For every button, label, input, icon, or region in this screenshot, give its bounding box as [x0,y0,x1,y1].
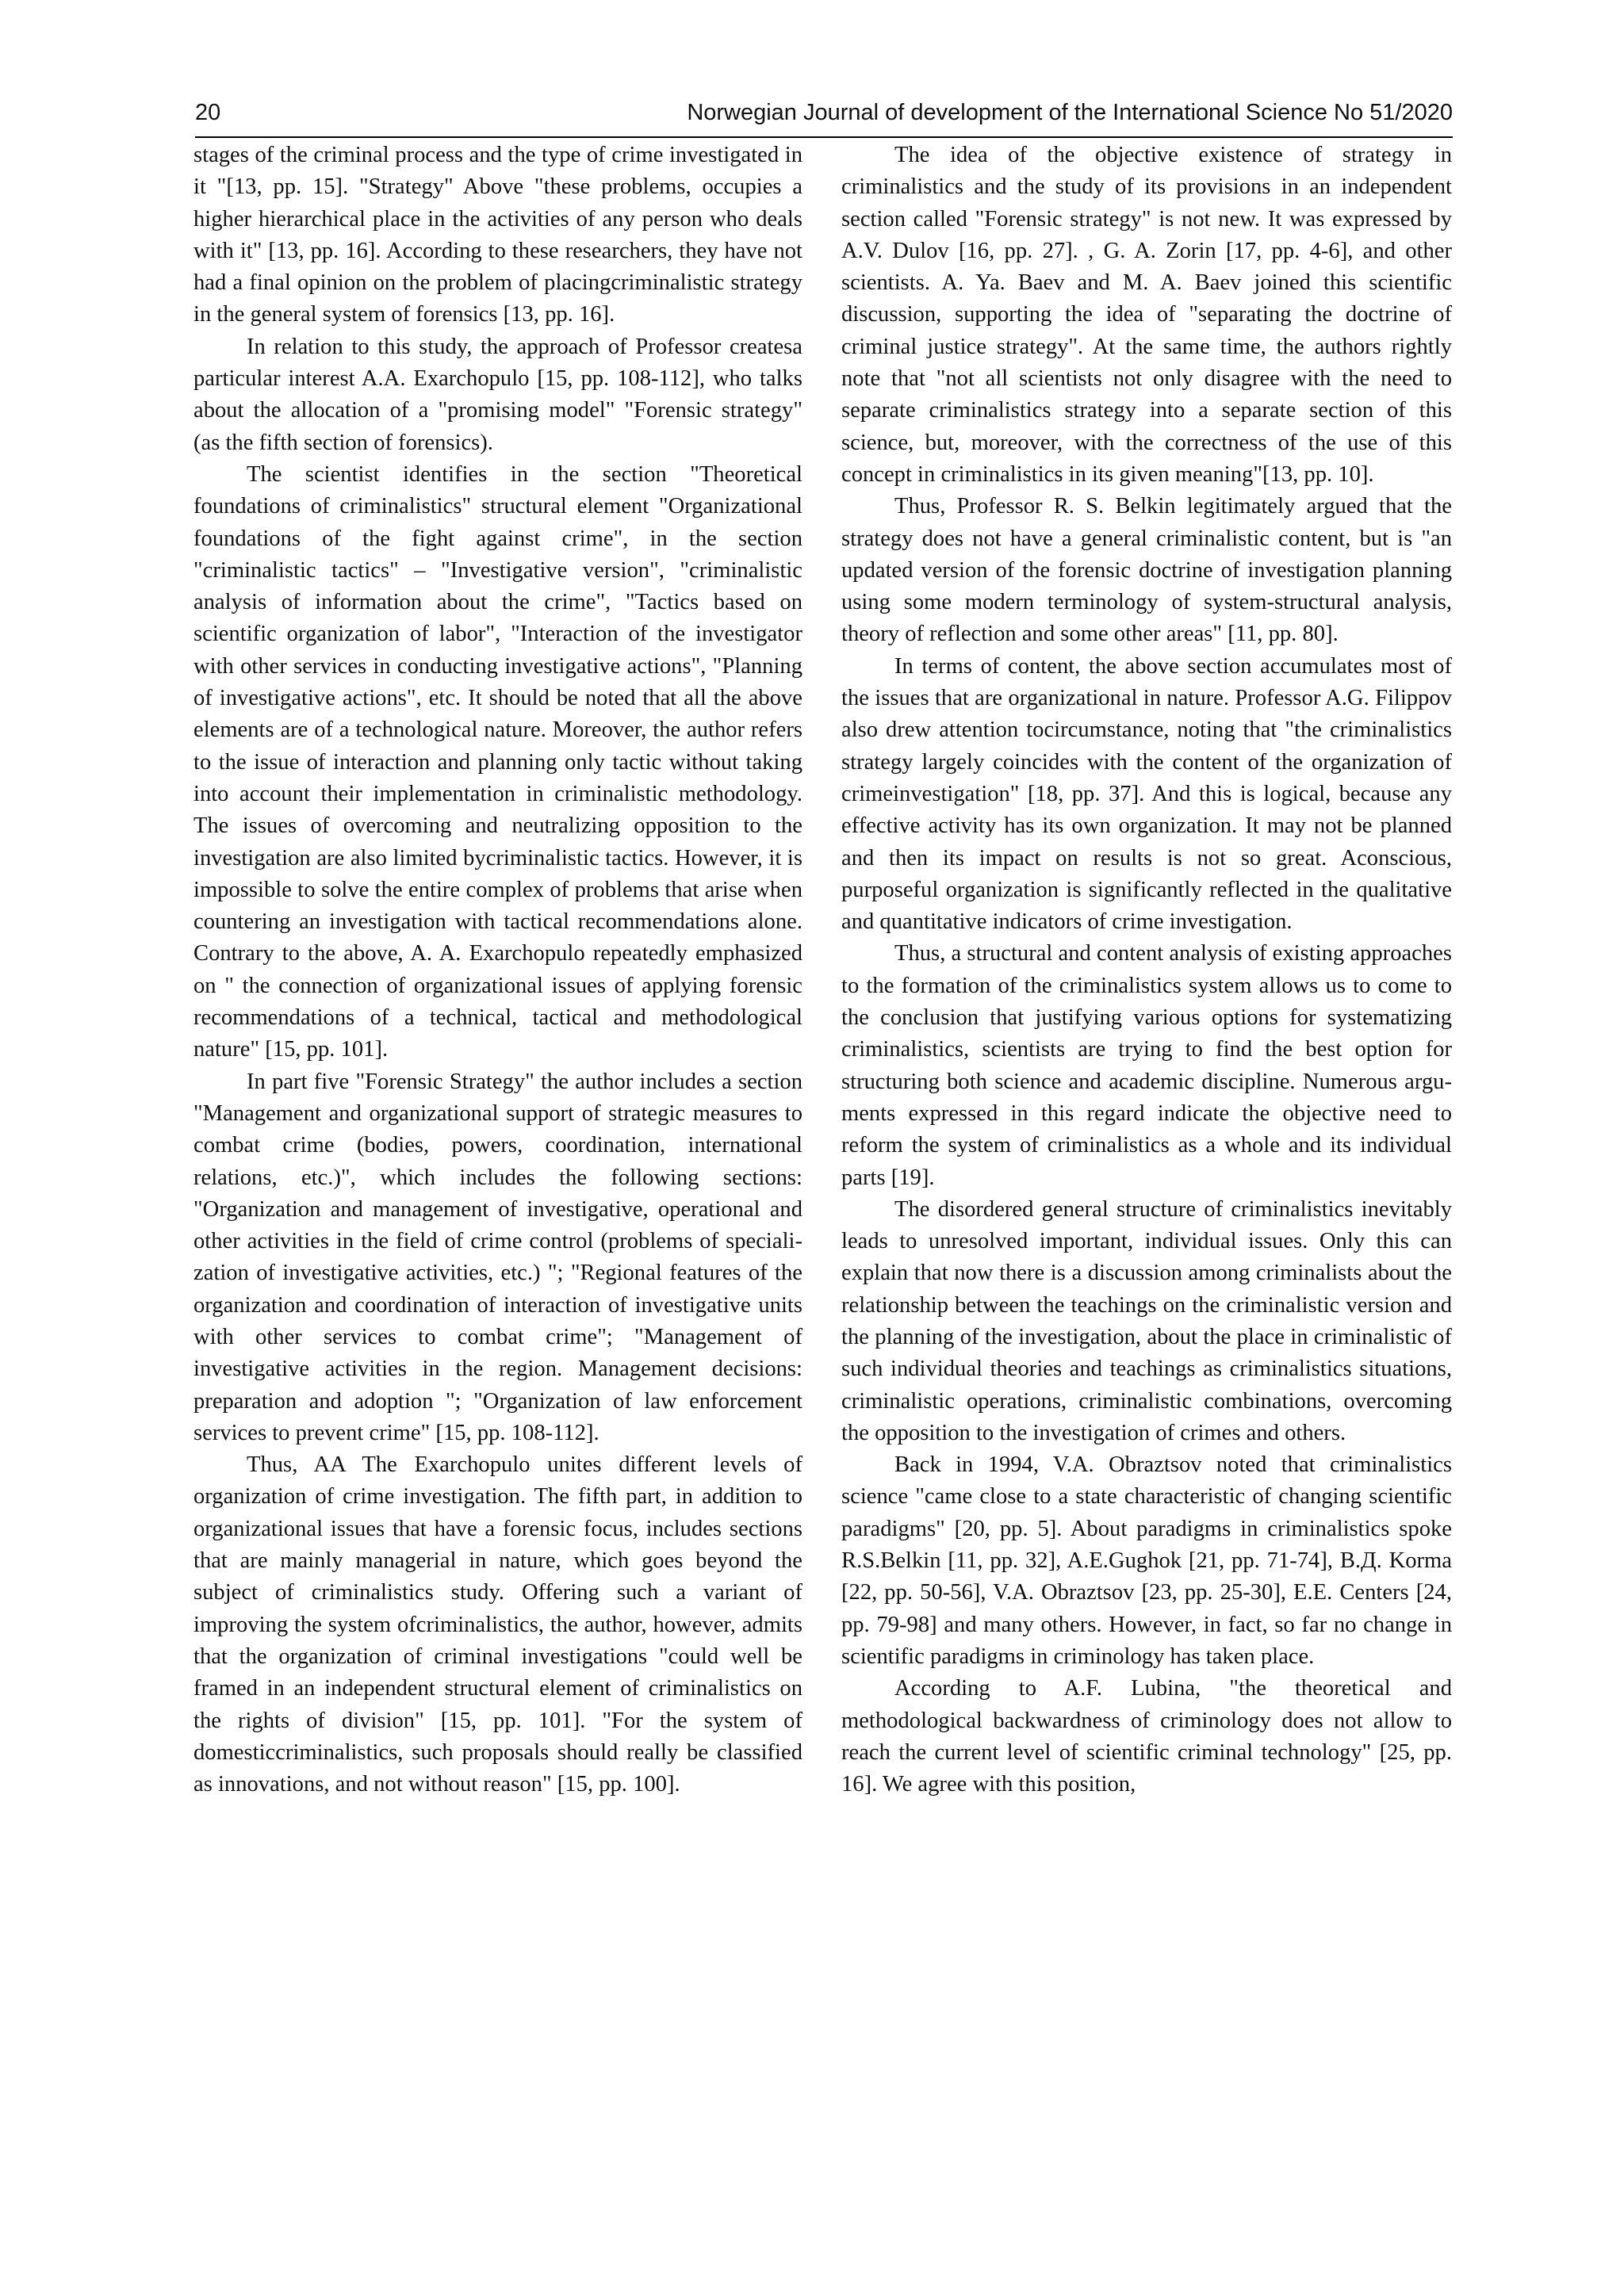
paragraph: In relation to this study, the approach of Professor createsa particular interest A.A. Exarchopulo [15, pp. 108-112], who talks about the allocation of a "promising model" "Forensic strategy" (as the fifth section of forensics). [193,334,802,455]
paragraph: The idea of the objective existence of strategy in criminalistics and the study of its provisions in an independent section called "Forensic strategy" is not new. It was expressed by A.V. Dulov [16, pp. 27]. , G. A. Zorin [17, pp. 4-6], and other scientists. A. Ya. Baev and M. A. Baev joined this scientific discussion, supporting the idea of "separating the doctrine of criminal justice strategy". At the same time, the authors rightly note that "not all scientists not only disagree with the need to separate criminalistics strategy into a separate section of this science, but, moreover, with the correctness of the use of this concept in criminalistics in its given meaning"[13, pp. 10]. [841,143,1452,487]
paragraph: stages of the criminal process and the type of crime investigated in it "[13, pp. 15]. "Strategy" Above "these problems, occupies a higher hierarchical place in the activities of any person who deals with it" [13, pp. 16]. According to these researchers, they have not had a final opinion on the problem of placingcriminalistic strategy in the general system of forensics [13, pp. 16]. [193,143,802,327]
paragraph: In part five "Forensic Strategy" the author includes a section "Management and organizational support of strategic measures to combat crime (bodies, powers, coordination, international relations, etc.)", which includes the following sections: "Organization and management of investigative, operational and other activities in the field of crime control (problems of specialization of investigative activities, etc.) "; "Regional features of the organization and coordination of interaction of investigative units with other services to combat crime"; "Management of investigative activities in the region. Management decisions: preparation and adoption "; "Organization of law enforcement services to prevent crime" [15, pp. 108-112]. [193,1069,802,1445]
running-header [195,97,1453,138]
paragraph: Back in 1994, V.A. Obraztsov noted that criminalistics science "came close to a state characteristic of changing scientific paradigms" [20, pp. 5]. About paradigms in criminalistics spoke R.S.Belkin [11, pp. 32], A.E.Gughok [21, pp. 71-74], В.Д. Korma [22, pp. 50-56], V.A. Obraztsov [23, pp. 25-30], E.E. Centers [24, pp. 79-98] and many others. However, in fact, so far no change in scientific paradigms in criminology has taken place. [841,1452,1452,1669]
page-number: 20 [195,100,221,125]
journal-title: Norwegian Journal of development of the International Science No 51/2020 [687,100,1453,125]
paragraph: The scientist identifies in the section "Theoretical foundations of criminalistics" structural element "Organizational foundations of the fight against crime", in the section "criminalistic tactics" – "Investigative version", "criminalistic analysis of information about the crime", "Tactics based on scientific organization of labor", "Interaction of the investigator with other services in conducting investigative actions", "Planning of investigative actions", etc. It should be noted that all the above elements are of a technological nature. Moreover, the author refers to the issue of interaction and planning only tactic without taking into account their implementation in criminalistic methodology. The issues of overcoming and neutralizing opposition to the investigation are also limited bycriminalistic tactics. However, it is impossible to solve the entire complex of problems that arise when countering an investigation with tactical recommendations alone. Contrary to the above, A. A. Exarchopulo repeatedly emphasized on " the connection of organizational issues of applying forensic recommendations of a technical, tactical and methodological nature" [15, pp. 101]. [193,461,802,1062]
left-column [193,140,802,1800]
paragraph: Thus, Professor R. S. Belkin legitimately argued that the strategy does not have a general criminalistic content, but is "an updated version of the forensic doctrine of investigation planning using some modern terminology of system-structural analysis, theory of reflection and some other areas" [11, pp. 80]. [841,494,1452,647]
paragraph: According to A.F. Lubina, "the theoretical and methodological backwardness of criminology does not allow to reach the current level of scientific criminal technology" [25, pp. 16]. We agree with this position, [841,1676,1452,1797]
right-column [841,140,1452,1800]
paragraph: Thus, AA The Exarchopulo unites different levels of organization of crime investigation. The fifth part, in addition to organizational issues that have a forensic focus, includes sections that are mainly managerial in nature, which goes beyond the subject of criminalistics study. Offering such a variant of improving the system ofcriminalistics, the author, however, admits that the organization of criminal investigations "could well be framed in an independent structural element of criminalistics on the rights of division" [15, pp. 101]. "For the system of domesticcriminalistics, such proposals should really be classified as innovations, and not without reason" [15, pp. 100]. [193,1452,802,1797]
paragraph: The disordered general structure of criminalistics inevitably leads to unresolved important, individual issues. Only this can explain that now there is a discussion among criminalists about the relationship between the teachings on the criminalistic version and the planning of the investigation, about the place in criminalistic of such individual theories and teachings as criminalistics situations, criminalistic operations, criminalistic combinations, overcoming the opposition to the investigation of crimes and others. [841,1196,1452,1445]
paragraph: In terms of content, the above section accumulates most of the issues that are organizational in nature. Professor A.G. Filippov also drew attention tocircumstance, noting that "the criminalistics strategy largely coincides with the content of the organization of crimeinvestigation" [18, pp. 37]. And this is logical, because any effective activity has its own organization. It may not be planned and then its impact on results is not so great. Aconscious, purposeful organization is significantly reflected in the qualitative and quantitative indicators of crime investigation. [841,653,1452,935]
paragraph: Thus, a structural and content analysis of existing approaches to the formation of the criminalistics system allows us to come to the conclusion that justifying various options for systematizing criminalistics, scientists are trying to find the best option for structuring both science and academic discipline. Numerous arguments expressed in this regard indicate the objective need to reform the system of criminalistics as a whole and its individual parts [19]. [841,941,1452,1190]
